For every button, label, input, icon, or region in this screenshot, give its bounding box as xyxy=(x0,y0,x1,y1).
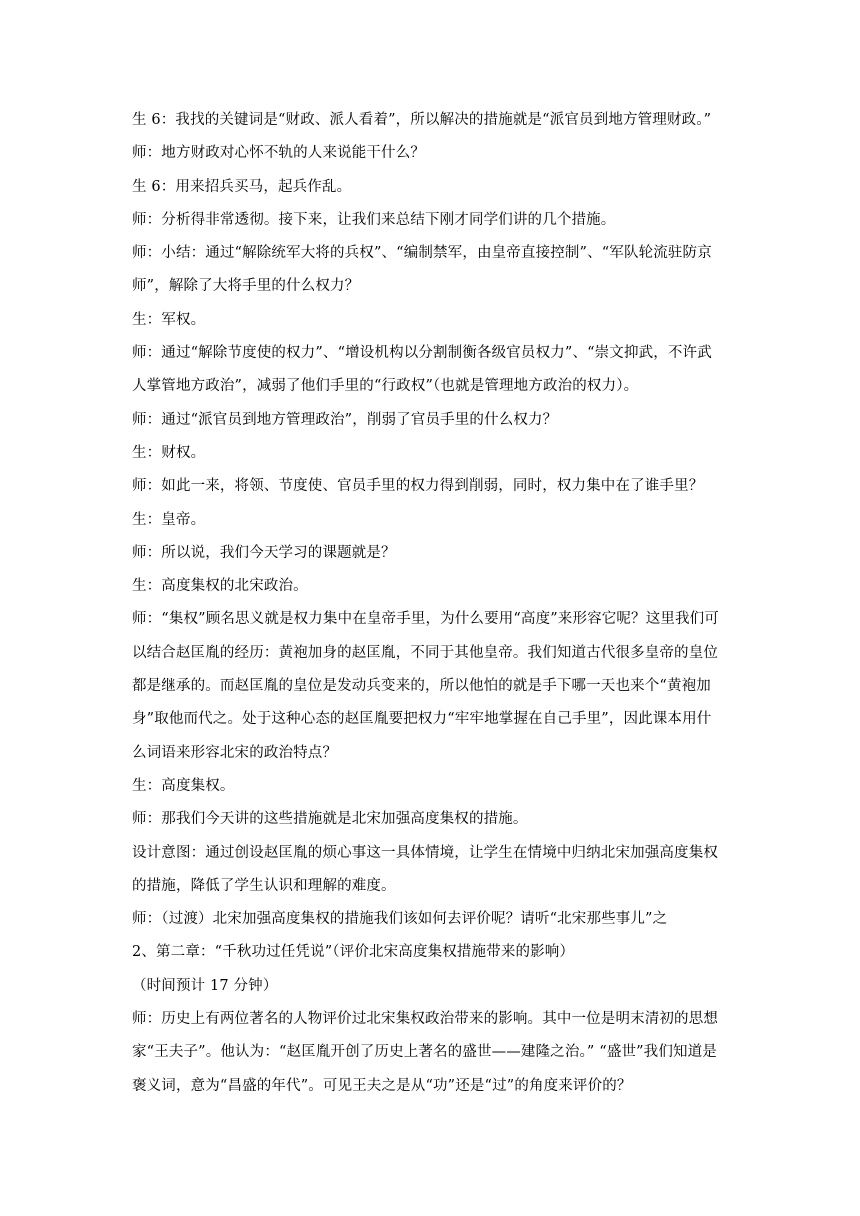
text-line: 生 6：用来招兵买马，起兵作乱。 xyxy=(132,178,352,195)
text-line: 师：通过“派官员到地方管理政治”，削弱了官员手里的什么权力？ xyxy=(132,411,558,428)
text-line: 人掌管地方政治”，减弱了他们手里的“行政权”（也就是管理地方政治的权力）。 xyxy=(132,378,639,395)
document-body xyxy=(132,104,732,1103)
text-line: 么词语来形容北宋的政治特点？ xyxy=(132,744,338,761)
text-line: 师：那我们今天讲的这些措施就是北宋加强高度集权的措施。 xyxy=(132,811,528,828)
text-line: 师”，解除了大将手里的什么权力？ xyxy=(132,278,360,295)
text-line: 师：分析得非常透彻。接下来，让我们来总结下刚才同学们讲的几个措施。 xyxy=(132,211,616,228)
section-heading: 2、第二章：“千秋功过任凭说”（评价北宋高度集权措施带来的影响） xyxy=(132,944,575,961)
text-line: 师：如此一来，将领、节度使、官员手里的权力得到削弱，同时，权力集中在了谁手里？ xyxy=(132,478,704,495)
text-line: 师：小结：通过“解除统军大将的兵权”、“编制禁军，由皇帝直接控制”、“军队轮流驻防京 xyxy=(132,245,712,262)
text-line: 以结合赵匡胤的经历：黄袍加身的赵匡胤，不同于其他皇帝。我们知道古代很多皇帝的皇位 xyxy=(132,644,718,661)
text-line: 都是继承的。而赵匡胤的皇位是发动兵变来的，所以他怕的就是手下哪一天也来个“黄袍加 xyxy=(132,678,711,695)
text-line: 的措施，降低了学生认识和理解的难度。 xyxy=(132,877,396,894)
text-line: 设计意图：通过创设赵匡胤的烦心事这一具体情境，让学生在情境中归纳北宋加强高度集权 xyxy=(132,844,718,861)
text-line: 身”取他而代之。处于这种心态的赵匡胤要把权力“牢牢地掌握在自己手里”，因此课本用什 xyxy=(132,711,712,728)
text-line: 师：（过渡）北宋加强高度集权的措施我们该如何去评价呢？请听“北宋那些事儿”之 xyxy=(132,911,668,928)
text-line: 师：通过“解除节度使的权力”、“增设机构以分割制衡各级官员权力”、“崇文抑武，不许武 xyxy=(132,345,712,362)
text-line: （时间预计 17 分钟） xyxy=(132,977,278,994)
text-line: 褒义词，意为“昌盛的年代”。可见王夫之是从“功”还是“过”的角度来评价的？ xyxy=(132,1077,632,1094)
text-line: 生：高度集权的北宋政治。 xyxy=(132,578,308,595)
text-line: 师：历史上有两位著名的人物评价过北宋集权政治带来的影响。其中一位是明末清初的思想 xyxy=(132,1011,718,1028)
text-line: 师：“集权”顾名思义就是权力集中在皇帝手里，为什么要用“高度”来形容它呢？这里我们可 xyxy=(132,611,719,628)
text-line: 生：皇帝。 xyxy=(132,511,206,528)
text-line: 师：所以说，我们今天学习的课题就是？ xyxy=(132,544,396,561)
text-line: 家“王夫子”。他认为：“赵匡胤开创了历史上著名的盛世——建隆之治。” “盛世”我们知道是 xyxy=(132,1044,717,1061)
text-line: 生：军权。 xyxy=(132,311,206,328)
text-line: 生：财权。 xyxy=(132,444,206,461)
text-line: 师：地方财政对心怀不轨的人来说能干什么？ xyxy=(132,145,425,162)
text-line: 生 6：我找的关键词是“财政、派人看着”，所以解决的措施就是“派官员到地方管理财政。” xyxy=(132,112,712,128)
text-line: 生：高度集权。 xyxy=(132,777,235,794)
